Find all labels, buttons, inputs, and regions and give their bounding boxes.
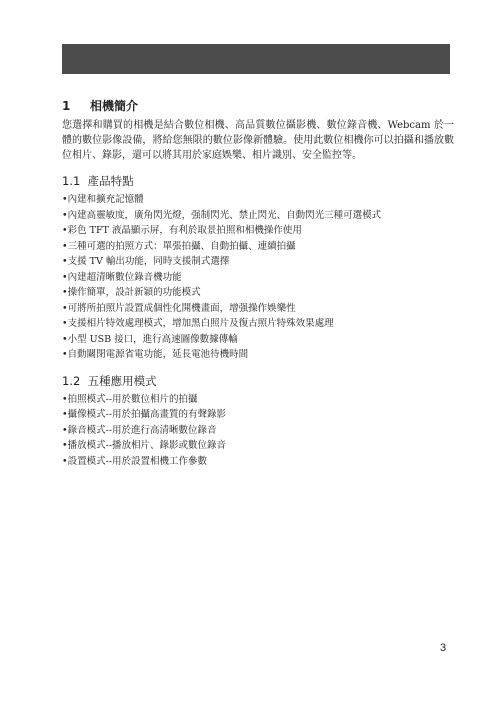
header-bar xyxy=(62,44,450,74)
feature-list xyxy=(62,192,454,363)
list-item: •內建高靈敏度，廣角閃光燈，强制閃光、禁止閃光、自動閃光三種可選模式 xyxy=(62,209,382,221)
section-1-title: 相機簡介 xyxy=(90,99,139,113)
list-item: •小型 USB 接口，進行高速圖像數據傳輸 xyxy=(62,333,238,345)
list-item: •錄音模式--用於進行高清晰數位錄音 xyxy=(62,424,217,436)
list-item: •支援相片特效處理模式，增加黑白照片及復古照片特殊效果處理 xyxy=(62,318,334,329)
list-item: •拍照模式--用於數位相片的拍攝 xyxy=(62,393,198,405)
list-item: •三種可選的拍照方式：單張拍攝、自動拍攝、連續拍攝 xyxy=(62,240,296,252)
list-item: •自動關閉電源省電功能，延長電池待機時間 xyxy=(62,349,249,360)
section-1-1-heading xyxy=(62,173,454,190)
section-1-1-title: 產品特點 xyxy=(87,174,134,188)
section-1-2-number: 1.2 xyxy=(62,373,81,388)
list-item: •攝像模式--用於拍攝高畫質的有聲錄影 xyxy=(62,409,227,420)
list-item: •可將所拍照片設置成個性化開機畫面，增强操作娛樂性 xyxy=(62,302,296,314)
list-item: •彩色 TFT 液晶顯示屏，有利於取景拍照和相機操作使用 xyxy=(62,225,302,236)
list-item: •支援 TV 輸出功能，同時支援制式選擇 xyxy=(62,256,230,267)
list-item: •內建超清晰數位錄音機功能 xyxy=(62,271,182,283)
section-1-2-heading xyxy=(62,373,454,390)
list-item: •設置模式--用於設置相機工作參數 xyxy=(62,455,208,467)
page-number: 3 xyxy=(440,642,447,654)
section-1-paragraph: 您選擇和購買的相機是結合數位相機、高品質數位攝影機、數位錄音機、Webcam 於一體的數位影像設備，將給您無限的數位影像新體驗。使用此數位相機你可以拍攝和播放數位相片、錄影，還可以將其用於家庭娛樂、相片識別、安全監控等。 xyxy=(62,120,454,161)
section-1-heading xyxy=(62,98,454,114)
list-item: •內建和擴充記憶體 xyxy=(62,194,144,205)
section-1-2-title: 五種應用模式 xyxy=(87,373,157,388)
section-1-1-number: 1.1 xyxy=(62,174,81,188)
page-content xyxy=(62,98,454,479)
list-item: •播放模式--播放相片、錄影或數位錄音 xyxy=(62,440,227,451)
section-1-number: 1 xyxy=(62,99,71,113)
mode-list xyxy=(62,392,454,470)
list-item: •操作簡單，設計新穎的功能模式 xyxy=(62,287,201,298)
